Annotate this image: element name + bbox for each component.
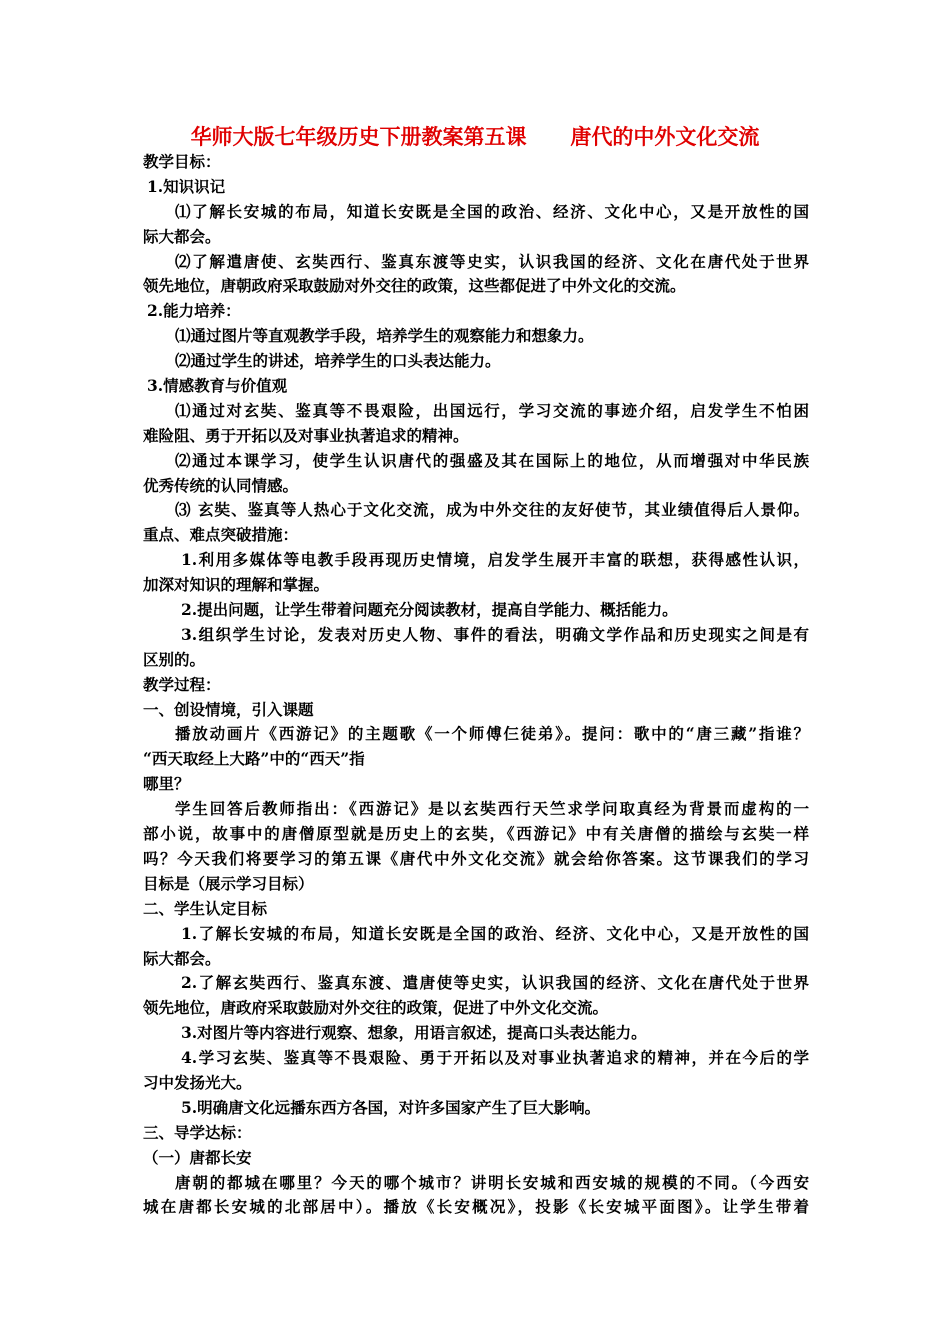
text-line: ⑴通过图片等直观教学手段，培养学生的观察能力和想象力。 (175, 326, 594, 346)
text-line: 学生回答后教师指出：《西游记》是以玄奘西行天竺求学问取真经为背景而虚构的一 (175, 799, 809, 819)
text-line: 4.学习玄奘、鉴真等不畏艰险、勇于开拓以及对事业执著追求的精神，并在今后的学 (181, 1048, 809, 1068)
text-line: ⑴通过对玄奘、鉴真等不畏艰险，出国远行，学习交流的事迹介绍，启发学生不怕困 (175, 400, 809, 420)
text-line: 优秀传统的认同情感。 (143, 475, 299, 495)
page-title: 华师大版七年级历史下册教案第五课 唐代的中外文化交流 (190, 124, 760, 149)
text-line: “西天取经上大路”中的“西天”指 (143, 749, 365, 769)
text-line: 3.情感教育与价值观 (147, 376, 288, 396)
text-line: 哪里？ (143, 774, 190, 794)
text-line: 2.能力培养： (147, 301, 241, 321)
text-line: 1.了解长安城的布局，知道长安既是全国的政治、经济、文化中心，又是开放性的国 (181, 923, 809, 943)
text-line: 加深对知识的理解和掌握。 (143, 575, 330, 595)
text-line: 教学过程： (143, 674, 221, 694)
text-line: ⑵通过学生的讲述，培养学生的口头表达能力。 (175, 351, 501, 371)
text-line: 吗？今天我们将要学习的第五课《唐代中外文化交流》就会给你答案。这节课我们的学习 (143, 848, 809, 868)
text-line: 3.组织学生讨论，发表对历史人物、事件的看法，明确文学作品和历史现实之间是有 (181, 624, 809, 644)
text-line: 教学目标： (143, 152, 221, 171)
text-line: 领先地位，唐朝政府采取鼓励对外交往的政策，这些都促进了中外文化的交流。 (143, 276, 686, 296)
text-line: ⑶ 玄奘、鉴真等人热心于文化交流，成为中外交往的友好使节，其业绩值得后人景仰。 (175, 500, 809, 520)
document-body (143, 150, 809, 1220)
text-line: 重点、难点突破措施： (143, 525, 299, 545)
text-line: ⑴了解长安城的布局，知道长安既是全国的政治、经济、文化中心，又是开放性的国 (175, 201, 809, 221)
text-line: 5.明确唐文化远播东西方各国，对许多国家产生了巨大影响。 (181, 1097, 601, 1117)
text-line: 区别的。 (143, 649, 206, 669)
text-line: 领先地位，唐政府采取鼓励对外交往的政策，促进了中外文化交流。 (143, 998, 609, 1018)
text-line: 2.提出问题，让学生带着问题充分阅读教材，提高自学能力、概括能力。 (181, 600, 678, 620)
text-line: 部小说，故事中的唐僧原型就是历史上的玄奘，《西游记》中有关唐僧的描绘与玄奘一样 (143, 824, 809, 844)
text-line: 2.了解玄奘西行、鉴真东渡、遣唐使等史实，认识我国的经济、文化在唐代处于世界 (181, 973, 809, 993)
text-line: 二、学生认定目标 (143, 898, 268, 918)
text-line: 1.利用多媒体等电教手段再现历史情境，启发学生展开丰富的联想，获得感性认识， (181, 550, 809, 570)
text-line: 唐朝的都城在哪里？今天的哪个城市？讲明长安城和西安城的规模的不同。（今西安 (175, 1172, 809, 1192)
text-line: 目标是（展示学习目标） (143, 873, 314, 893)
text-line: 1.知识识记 (147, 176, 226, 196)
text-line: 3.对图片等内容进行观察、想象，用语言叙述，提高口头表达能力。 (181, 1023, 647, 1043)
text-line: 三、导学达标： (143, 1122, 252, 1142)
text-line: 际大都会。 (143, 226, 221, 246)
text-line: ⑵了解遣唐使、玄奘西行、鉴真东渡等史实，认识我国的经济、文化在唐代处于世界 (175, 251, 809, 271)
text-line: 际大都会。 (143, 948, 221, 968)
text-line: （一）唐都长安 (143, 1147, 252, 1167)
text-line: 习中发扬光大。 (143, 1072, 252, 1092)
text-line: ⑵通过本课学习，使学生认识唐代的强盛及其在国际上的地位，从而增强对中华民族 (175, 450, 809, 470)
text-line: 城在唐都长安城的北部居中）。播放《长安概况》，投影《长安城平面图》。让学生带着 (143, 1197, 809, 1217)
text-line: 播放动画片《西游记》的主题歌《一个师傅仨徒弟》。提问：歌中的“唐三藏”指谁？ (175, 724, 809, 744)
text-line: 一、创设情境，引入课题 (143, 699, 314, 719)
text-line: 难险阻、勇于开拓以及对事业执著追求的精神。 (143, 425, 469, 445)
